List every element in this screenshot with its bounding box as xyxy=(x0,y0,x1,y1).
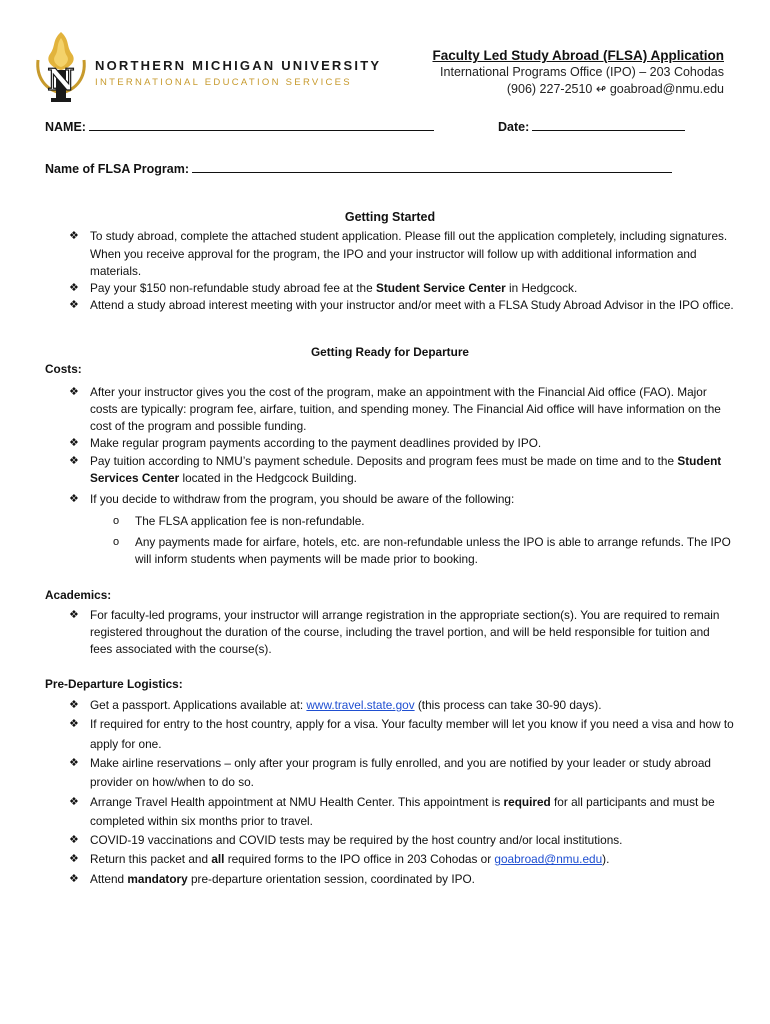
office-address: International Programs Office (IPO) – 203 Cohodas xyxy=(440,65,724,79)
diamond-bullet-icon: ❖ xyxy=(69,699,79,712)
list-item: ❖ To study abroad, complete the attached student application. Please fill out the application completely, including signatures. When you receive approval for the program, the IPO and your instructor will follow up with additional information and materials. xyxy=(69,229,728,278)
diamond-bullet-icon: ❖ xyxy=(69,834,79,847)
list-item: ❖ After your instructor gives you the cost of the program, make an appointment with the Financial Aid office (FAO). Major costs are typically: program fee, airfare, tuition, and spending money. The Financial Aid office will have information on the cost of the program and possible funding. xyxy=(69,384,721,434)
program-blank-line[interactable] xyxy=(192,160,672,173)
org-name: NORTHERN MICHIGAN UNIVERSITY xyxy=(95,58,382,73)
logistics-label: Pre-Departure Logistics: xyxy=(45,676,183,691)
diamond-bullet-icon: ❖ xyxy=(69,230,79,243)
list-item: ❖ For faculty-led programs, your instructor will arrange registration in the appropriate section(s). You are required to remain registered throughout the duration of the course, including the travel portion, and will be held responsible for tuition and fees associated with the course(s). xyxy=(69,607,720,657)
contact-line xyxy=(432,81,724,98)
circle-bullet-icon: o xyxy=(113,535,120,548)
program-field[interactable] xyxy=(45,160,672,176)
getting-started-section xyxy=(45,209,735,315)
diamond-bullet-icon: ❖ xyxy=(69,608,79,621)
diamond-bullet-icon: ❖ xyxy=(69,493,79,506)
departure-section xyxy=(45,344,735,889)
costs-label: Costs: xyxy=(45,362,82,377)
list-item: ❖ Get a passport. Applications available at: www.travel.state.gov (this process can take 30-90 days). xyxy=(69,696,735,715)
list-item: ❖ If required for entry to the host country, apply for a visa. Your faculty member will let you know if you need a visa and how to apply for one. xyxy=(69,717,734,751)
list-item: ❖ Attend mandatory pre-departure orientation session, coordinated by IPO. xyxy=(69,870,735,889)
list-item: ❖ Pay your $150 non-refundable study abroad fee at the Student Service Center in Hedgcock. xyxy=(69,280,735,297)
sub-list-item: o The FLSA application fee is non-refundable. xyxy=(113,513,735,530)
academics-label: Academics: xyxy=(45,587,112,602)
date-blank-line[interactable] xyxy=(532,118,685,131)
diamond-bullet-icon: ❖ xyxy=(69,756,79,769)
list-item: ❖ Attend a study abroad interest meeting with your instructor and/or meet with a FLSA Study Abroad Advisor in the IPO office. xyxy=(69,297,735,314)
sub-list-item: o Any payments made for airfare, hotels, etc. are non-refundable unless the IPO is able to arrange refunds. The IPO will inform students when payments will be made prior to booking. xyxy=(113,534,731,567)
diamond-bullet-icon: ❖ xyxy=(69,454,79,467)
diamond-bullet-icon: ❖ xyxy=(69,718,79,731)
date-label: Date: xyxy=(498,120,530,134)
org-subtitle: INTERNATIONAL EDUCATION SERVICES xyxy=(95,77,352,88)
list-item: ❖ If you decide to withdraw from the program, you should be aware of the following: xyxy=(69,491,735,508)
name-field[interactable] xyxy=(45,118,434,134)
diamond-bullet-icon: ❖ xyxy=(69,385,79,398)
list-item: ❖ Make airline reservations – only after your program is fully enrolled, and you are notified by your leader or study abroad provider on how/when to do so. xyxy=(69,755,711,790)
program-label: Name of FLSA Program: xyxy=(45,162,190,176)
nmu-torch-logo-icon xyxy=(30,30,92,106)
name-blank-line[interactable] xyxy=(89,118,434,131)
getting-started-heading: Getting Started xyxy=(344,210,436,224)
diamond-bullet-icon: ❖ xyxy=(69,795,79,808)
phone-arrow-icon: ↫ xyxy=(595,82,607,96)
goabroad-email-link[interactable]: goabroad@nmu.edu xyxy=(494,852,603,867)
list-item: ❖ COVID-19 vaccinations and COVID tests may be required by the host country and/or local institutions. xyxy=(69,831,735,850)
diamond-bullet-icon: ❖ xyxy=(69,299,79,312)
date-field[interactable] xyxy=(498,118,685,134)
diamond-bullet-icon: ❖ xyxy=(69,437,79,450)
document-header xyxy=(432,47,724,98)
diamond-bullet-icon: ❖ xyxy=(69,853,79,866)
travel-state-gov-link[interactable]: www.travel.state.gov xyxy=(306,698,415,713)
logo-letter: N xyxy=(47,63,75,98)
email-address: goabroad@nmu.edu xyxy=(609,82,724,96)
diamond-bullet-icon: ❖ xyxy=(69,282,79,295)
list-item: ❖ Return this packet and all required forms to the IPO office in 203 Cohodas or goabroad@nmu.edu). xyxy=(69,850,735,869)
document-title: Faculty Led Study Abroad (FLSA) Application xyxy=(432,48,724,63)
list-item: ❖ Pay tuition according to NMU’s payment schedule. Deposits and program fees must be made on time and to the Student Services Center located in the Hedgcock Building. xyxy=(69,453,722,486)
diamond-bullet-icon: ❖ xyxy=(69,872,79,885)
list-item: ❖ Arrange Travel Health appointment at NMU Health Center. This appointment is required for all participants and must be completed within six months prior to travel. xyxy=(69,794,715,828)
name-label: NAME: xyxy=(45,120,86,134)
phone-number: (906) 227-2510 xyxy=(506,82,593,96)
list-item: ❖ Make regular program payments according to the payment deadlines provided by IPO. xyxy=(69,435,735,452)
circle-bullet-icon: o xyxy=(113,514,120,527)
departure-heading: Getting Ready for Departure xyxy=(311,345,469,359)
